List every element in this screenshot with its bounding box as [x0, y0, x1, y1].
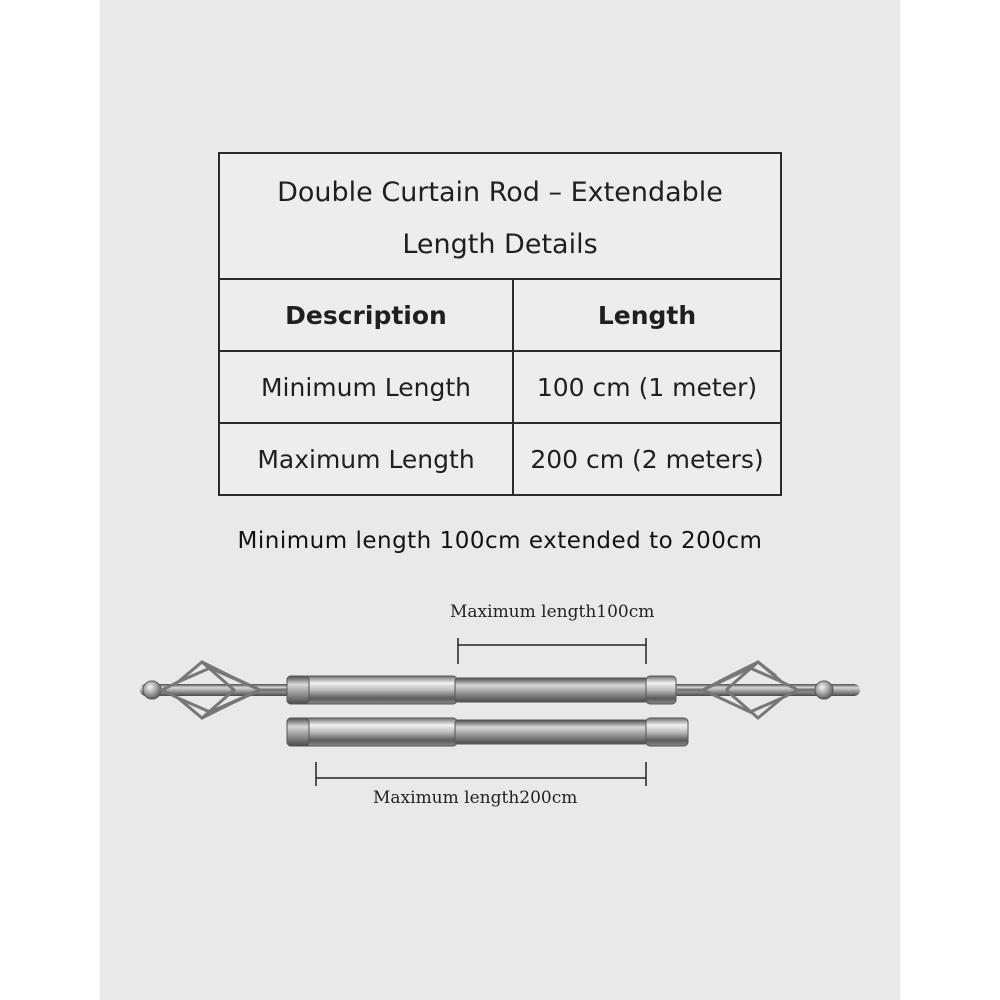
row-minimum-description: Minimum Length: [219, 351, 513, 423]
lower-rod: [287, 718, 688, 746]
row-maximum-length: 200 cm (2 meters): [513, 423, 781, 495]
extension-caption: Minimum length 100cm extended to 200cm: [237, 528, 763, 554]
header-length: Length: [513, 279, 781, 351]
row-maximum-description: Maximum Length: [219, 423, 513, 495]
row-minimum-length: 100 cm (1 meter): [513, 351, 781, 423]
top-dimension-line: [458, 638, 646, 664]
product-panel: [100, 0, 900, 1000]
bottom-dimension-label: Maximum length200cm: [373, 788, 578, 808]
bottom-dimension-line: [316, 762, 646, 786]
top-dimension-label: Maximum length100cm: [450, 602, 655, 622]
upper-rod: [140, 676, 860, 704]
header-description: Description: [219, 279, 513, 351]
curtain-rod-diagram: [100, 0, 900, 1000]
table-title: Double Curtain Rod – Extendable Length Details: [219, 153, 781, 279]
